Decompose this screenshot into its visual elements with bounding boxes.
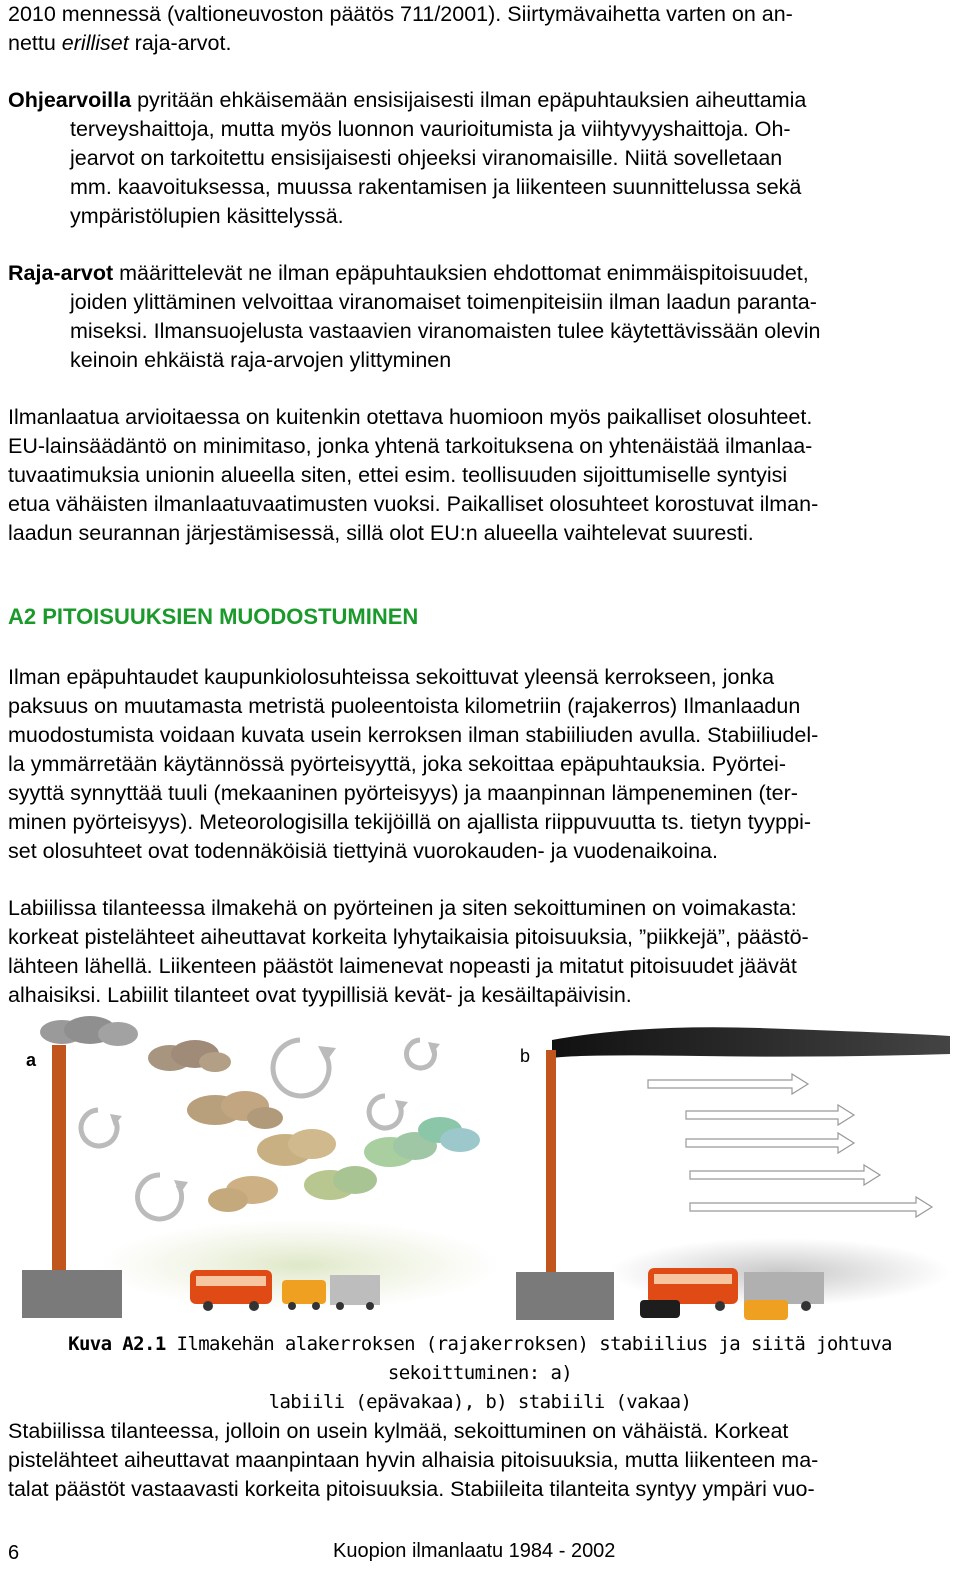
- intro-line-1: 2010 mennessä (valtioneuvoston päätös 711/2001). Siirtymävaihetta varten on an-: [8, 2, 793, 26]
- intro-line-2: nettu erilliset raja-arvot.: [8, 31, 232, 55]
- truck-icon: [744, 1272, 824, 1304]
- section-heading: A2 PITOISUUKSIEN MUODOSTUMINEN: [8, 604, 419, 629]
- caption-line-1: Ilmakehän alakerroksen (rajakerroksen) stabiilius ja siitä johtuva sekoittuminen: a): [165, 1333, 892, 1384]
- panel-b-label: b: [520, 1046, 531, 1066]
- stable-paragraph: Stabiilissa tilanteessa, jolloin on usein kylmää, sekoittuminen on vähäistä. Korkeat pistelähteet aiheuttavat maanpintaan hyvin alhaisia pitoisuuksia, mutta liikenteen ma- talat päästöt vastaavasti korkeita pitoisuuksia. Stabiileita tilanteita syntyy ympäri vuo-: [8, 1419, 819, 1501]
- smoke-plume-a: [40, 1016, 480, 1212]
- chimney-base-a: [22, 1270, 122, 1318]
- term-raja-arvot: Raja-arvot: [8, 261, 114, 285]
- panel-a: [22, 1016, 500, 1318]
- car-icon: [282, 1280, 326, 1304]
- stability-figure: [0, 1010, 960, 1330]
- intro-paragraph: [8, 0, 948, 58]
- chimney-a: [52, 1045, 66, 1280]
- wind-arrow-icon: [686, 1133, 854, 1153]
- panel-b: [516, 1027, 950, 1320]
- chimney-base-b: [516, 1272, 614, 1320]
- bus-icon: [190, 1270, 272, 1304]
- wind-arrow-icon: [686, 1105, 854, 1125]
- car-icon: [744, 1300, 788, 1320]
- wind-arrow-icon: [690, 1165, 880, 1185]
- wind-arrow-icon: [690, 1197, 932, 1217]
- car-icon: [640, 1300, 680, 1318]
- page-number: 6: [8, 1542, 20, 1564]
- bus-icon: [648, 1268, 738, 1304]
- footer-title: Kuopion ilmanlaatu 1984 - 2002: [333, 1540, 616, 1562]
- caption-line-2: labiili (epävakaa), b) stabiili (vakaa): [268, 1391, 692, 1413]
- term-ohjearvoilla: Ohjearvoilla: [8, 88, 132, 112]
- limit-values-paragraph: Raja-arvot määrittelevät ne ilman epäpuhtauksien ehdottomat enimmäispitoisuudet, joiden ylittäminen velvoittaa viranomaiset toimenpiteisiin ilman laadun paranta- miseksi. Ilmansuojelusta vastaavien viranomaisten tulee käytettävissään olevin keinoin ehkäistä raja-arvojen ylittyminen: [8, 261, 821, 372]
- truck-icon: [330, 1275, 380, 1305]
- labile-paragraph: Labiilissa tilanteessa ilmakehä on pyörteinen ja siten sekoittuminen on voimakasta: korkeat pistelähteet aiheuttavat korkeita lyhytaikaisia pitoisuuksia, ”piikkejä”, päästö- lähteen lähellä. Liikenteen päästöt laimenevat nopeasti ja mitatut pitoisuudet jäävät alhaisiksi. Labiilit tilanteet ovat tyypillisiä kevät- ja kesäiltapäivisin.: [8, 896, 809, 1007]
- guide-values-paragraph: Ohjearvoilla pyritään ehkäisemään ensisijaisesti ilman epäpuhtauksien aiheuttamia terveyshaittoja, mutta myös luonnon vaurioitumista ja viihtyvyyshaittoja. Oh- jearvot on tarkoitettu ensisijaisesti ohjeeksi viranomaisille. Niitä sovelletaan mm. kaavoituksessa, muussa rakentamisen ja liikenteen suunnittelussa sekä ympäristölupien käsittelyssä.: [8, 88, 807, 228]
- formation-paragraph: Ilman epäpuhtaudet kaupunkiolosuhteissa sekoittuvat yleensä kerrokseen, jonka paksuus on muutamasta metristä puoleentoista kilometriin (rajakerros) Ilmanlaadun muodostumista voidaan kuvata usein kerroksen ilman stabiiliuden avulla. Stabiiliudel- la ymmärretään käytännössä pyörteisyyttä, joka sekoittaa epäpuhtauksia. Pyörtei- syyttä synnyttää tuuli (mekaaninen pyörteisyys) ja maanpinnan lämpeneminen (ter- minen pyörteisyys). Meteorologisilla tekijöillä on ajallista riippuvuutta ts. tietyn tyyppi- set olosuhteet ovat todennäköisiä tiettyinä vuorokauden- ja vuodenaikoina.: [8, 665, 819, 863]
- stable-plume: [552, 1027, 950, 1058]
- panel-a-label: a: [26, 1050, 37, 1070]
- wind-arrow-icon: [648, 1074, 808, 1094]
- caption-label: Kuva A2.1: [68, 1333, 166, 1355]
- local-conditions-paragraph: Ilmanlaatua arvioitaessa on kuitenkin otettava huomioon myös paikalliset olosuhteet. EU-lainsäädäntö on minimitaso, jonka yhtenä tarkoituksena on yhtenäistää ilmanlaa- tuvaatimuksia unionin alueella siten, ettei esim. teollisuuden sijoittumiselle syntyisi etua vähäisten ilmanlaatuvaatimusten vuoksi. Paikalliset olosuhteet korostuvat ilman- laadun seurannan järjestämisessä, sillä olot EU:n alueella vaihtelevat suuresti.: [8, 405, 819, 545]
- chimney-b: [546, 1050, 556, 1280]
- emphasis-erilliset: erilliset: [61, 31, 129, 55]
- vehicles-b: [640, 1268, 824, 1320]
- figure-caption: [0, 1330, 960, 1417]
- wind-arrows: [648, 1074, 932, 1217]
